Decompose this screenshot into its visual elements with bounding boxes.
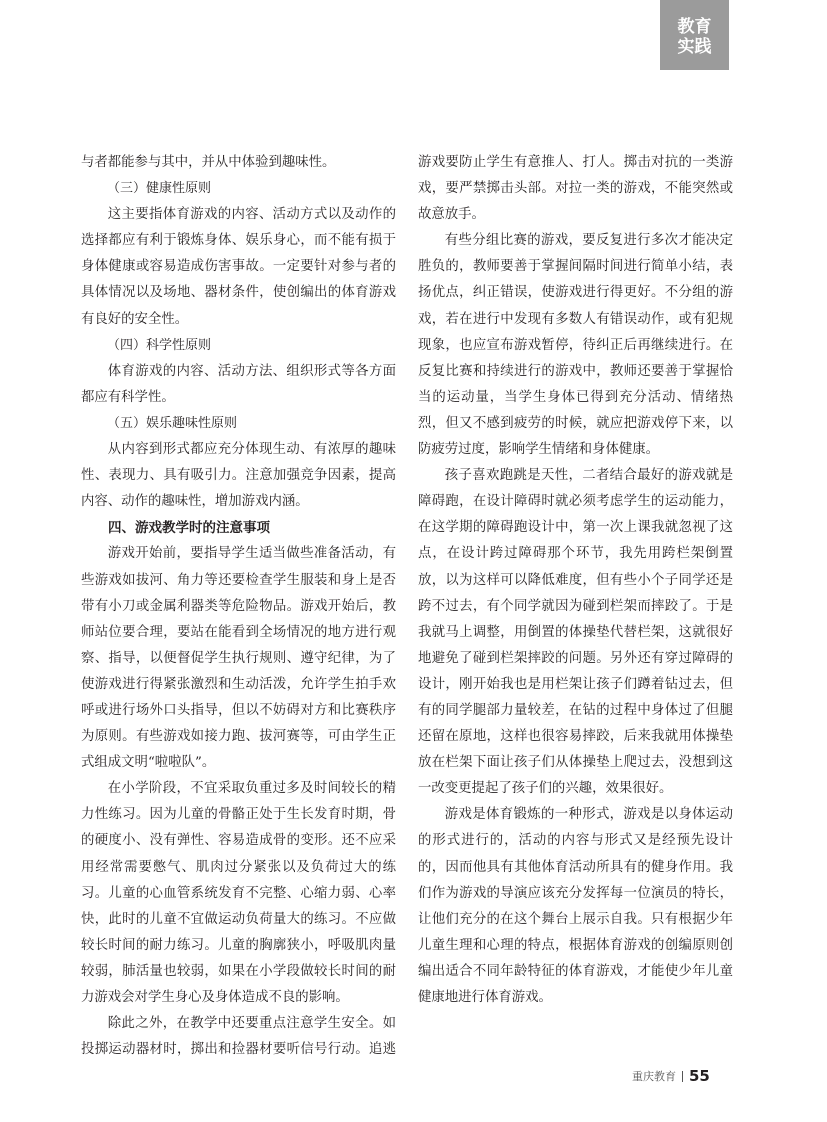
paragraph: 与者都能参与其中，并从中体验到趣味性。 — [81, 155, 336, 170]
paragraph: 游戏是体育锻炼的一种形式，游戏是以身体运动的形式进行的，活动的内容与形式又是经预先设计的，因而他具有其他体育活动所具有的健身作用。我们作为游戏的导演应该充分发挥每一位演员的特长，让他们充分的在这个舞台上展示自我。只有根据少年儿童生理和心理的特点，根据体育游戏的创编原则创编出适合不同年龄特征的体育游戏，才能使少年儿童健康地进行体育游戏。 — [418, 807, 733, 1005]
page-footer — [632, 1066, 710, 1086]
paragraph: 从内容到形式都应充分体现生动、有浓厚的趣味性、表现力、具有吸引力。注意加强竞争因素，提高内容、动作的趣味性，增加游戏内涵。 — [81, 442, 396, 510]
footer-divider — [682, 1071, 683, 1082]
paragraph: 体育游戏的内容、活动方法、组织形式等各方面都应有科学性。 — [81, 363, 396, 405]
paragraph: 这主要指体育游戏的内容、活动方式以及动作的选择都应有利于锻炼身体、娱乐身心，而不能有损于身体健康或容易造成伤害事故。一定要针对参与者的具体情况以及场地、器材条件，使创编出的体育游戏有良好的安全性。 — [81, 207, 396, 327]
subsection-heading: （五）娱乐趣味性原则 — [107, 415, 238, 431]
section-heading: 四、游戏教学时的注意事项 — [108, 520, 270, 537]
journal-name: 重庆教育 — [632, 1070, 676, 1083]
page-number: 55 — [689, 1067, 710, 1085]
subsection-heading: （三）健康性原则 — [107, 181, 212, 197]
paragraph: 有些分组比赛的游戏，要反复进行多次才能决定胜负的，教师要善于掌握间隔时间进行简单小结，表扬优点，纠正错误，使游戏进行得更好。不分组的游戏，若在进行中发现有多数人有错误动作，或有犯规现象，也应宣布游戏暂停，待纠正后再继续进行。在反复比赛和持续进行的游戏中，教师还要善于掌握恰当的运动量，当学生身体已得到充分活动、情绪热烈，但又不感到疲劳的时候，就应把游戏停下来，以防疲劳过度，影响学生情绪和身体健康。 — [418, 233, 733, 458]
paragraph: 在小学阶段，不宜采取负重过多及时间较长的精力性练习。因为儿童的骨骼正处于生长发育时期，骨的硬度小、没有弹性、容易造成骨的变形。还不应采用经常需要憋气、肌肉过分紧张以及负荷过大的练习。儿童的心血管系统发育不完整、心缩力弱、心率快，此时的儿童不宜做运动负荷量大的练习。不应做较长时间的耐力练习。儿童的胸廓狭小，呼吸肌肉量较弱，肺活量也较弱，如果在小学段做较长时间的耐力游戏会对学生身心及身体造成不良的影响。 — [81, 781, 396, 1005]
paragraph: 游戏开始前，要指导学生适当做些准备活动，有些游戏如拔河、角力等还要检查学生服装和身上是否带有小刀或金属利器类等危险物品。游戏开始后，教师站位要合理，要站在能看到全场情况的地方进行观察、指导，以便督促学生执行规则、遵守纪律，为了使游戏进行得紧张激烈和生动活泼，允许学生拍手欢呼或进行场外口头指导，但以不妨碍对方和比赛秩序为原则。有些游戏如接力跑、拔河赛等，可由学生正式组成文明“啦啦队”。 — [81, 546, 396, 771]
paragraph: 游戏要防止学生有意推人、打人。掷击对抗的一类游戏，要严禁掷击头部。对拉一类的游戏，不能突然或故意放手。 — [418, 155, 733, 223]
paragraph: 除此之外，在教学中还要重点注意学生安全。如投掷运动器材时，掷出和捡器材要听信号行动。追逃 — [81, 1016, 396, 1058]
right-column — [418, 150, 733, 1011]
left-column — [81, 150, 396, 1063]
subsection-heading: （四）科学性原则 — [107, 337, 212, 353]
paragraph: 孩子喜欢跑跳是天性，二者结合最好的游戏就是障碍跑，在设计障碍时就必须考虑学生的运动能力，在这学期的障碍跑设计中，第一次上课我就忽视了这点，在设计跨过障碍那个环节，我先用跨栏架倒置放，以为这样可以降低难度，但有些小个子同学还是跨不过去，有个同学就因为碰到栏架而摔跤了。于是我就马上调整，用倒置的体操垫代替栏架，这就很好地避免了碰到栏架摔跤的问题。另外还有穿过障碍的设计，刚开始我也是用栏架让孩子们蹲着钻过去，但有的同学腿部力量较差，在钻的过程中身体过了但腿还留在原地，这样也很容易摔跤，后来我就用体操垫放在栏架下面让孩子们从体操垫上爬过去，没想到这一改变更提起了孩子们的兴趣，效果很好。 — [418, 468, 733, 797]
section-tab-line-1: 教育 — [677, 17, 712, 37]
section-tab — [660, 0, 729, 70]
section-tab-line-2: 实践 — [677, 37, 712, 57]
